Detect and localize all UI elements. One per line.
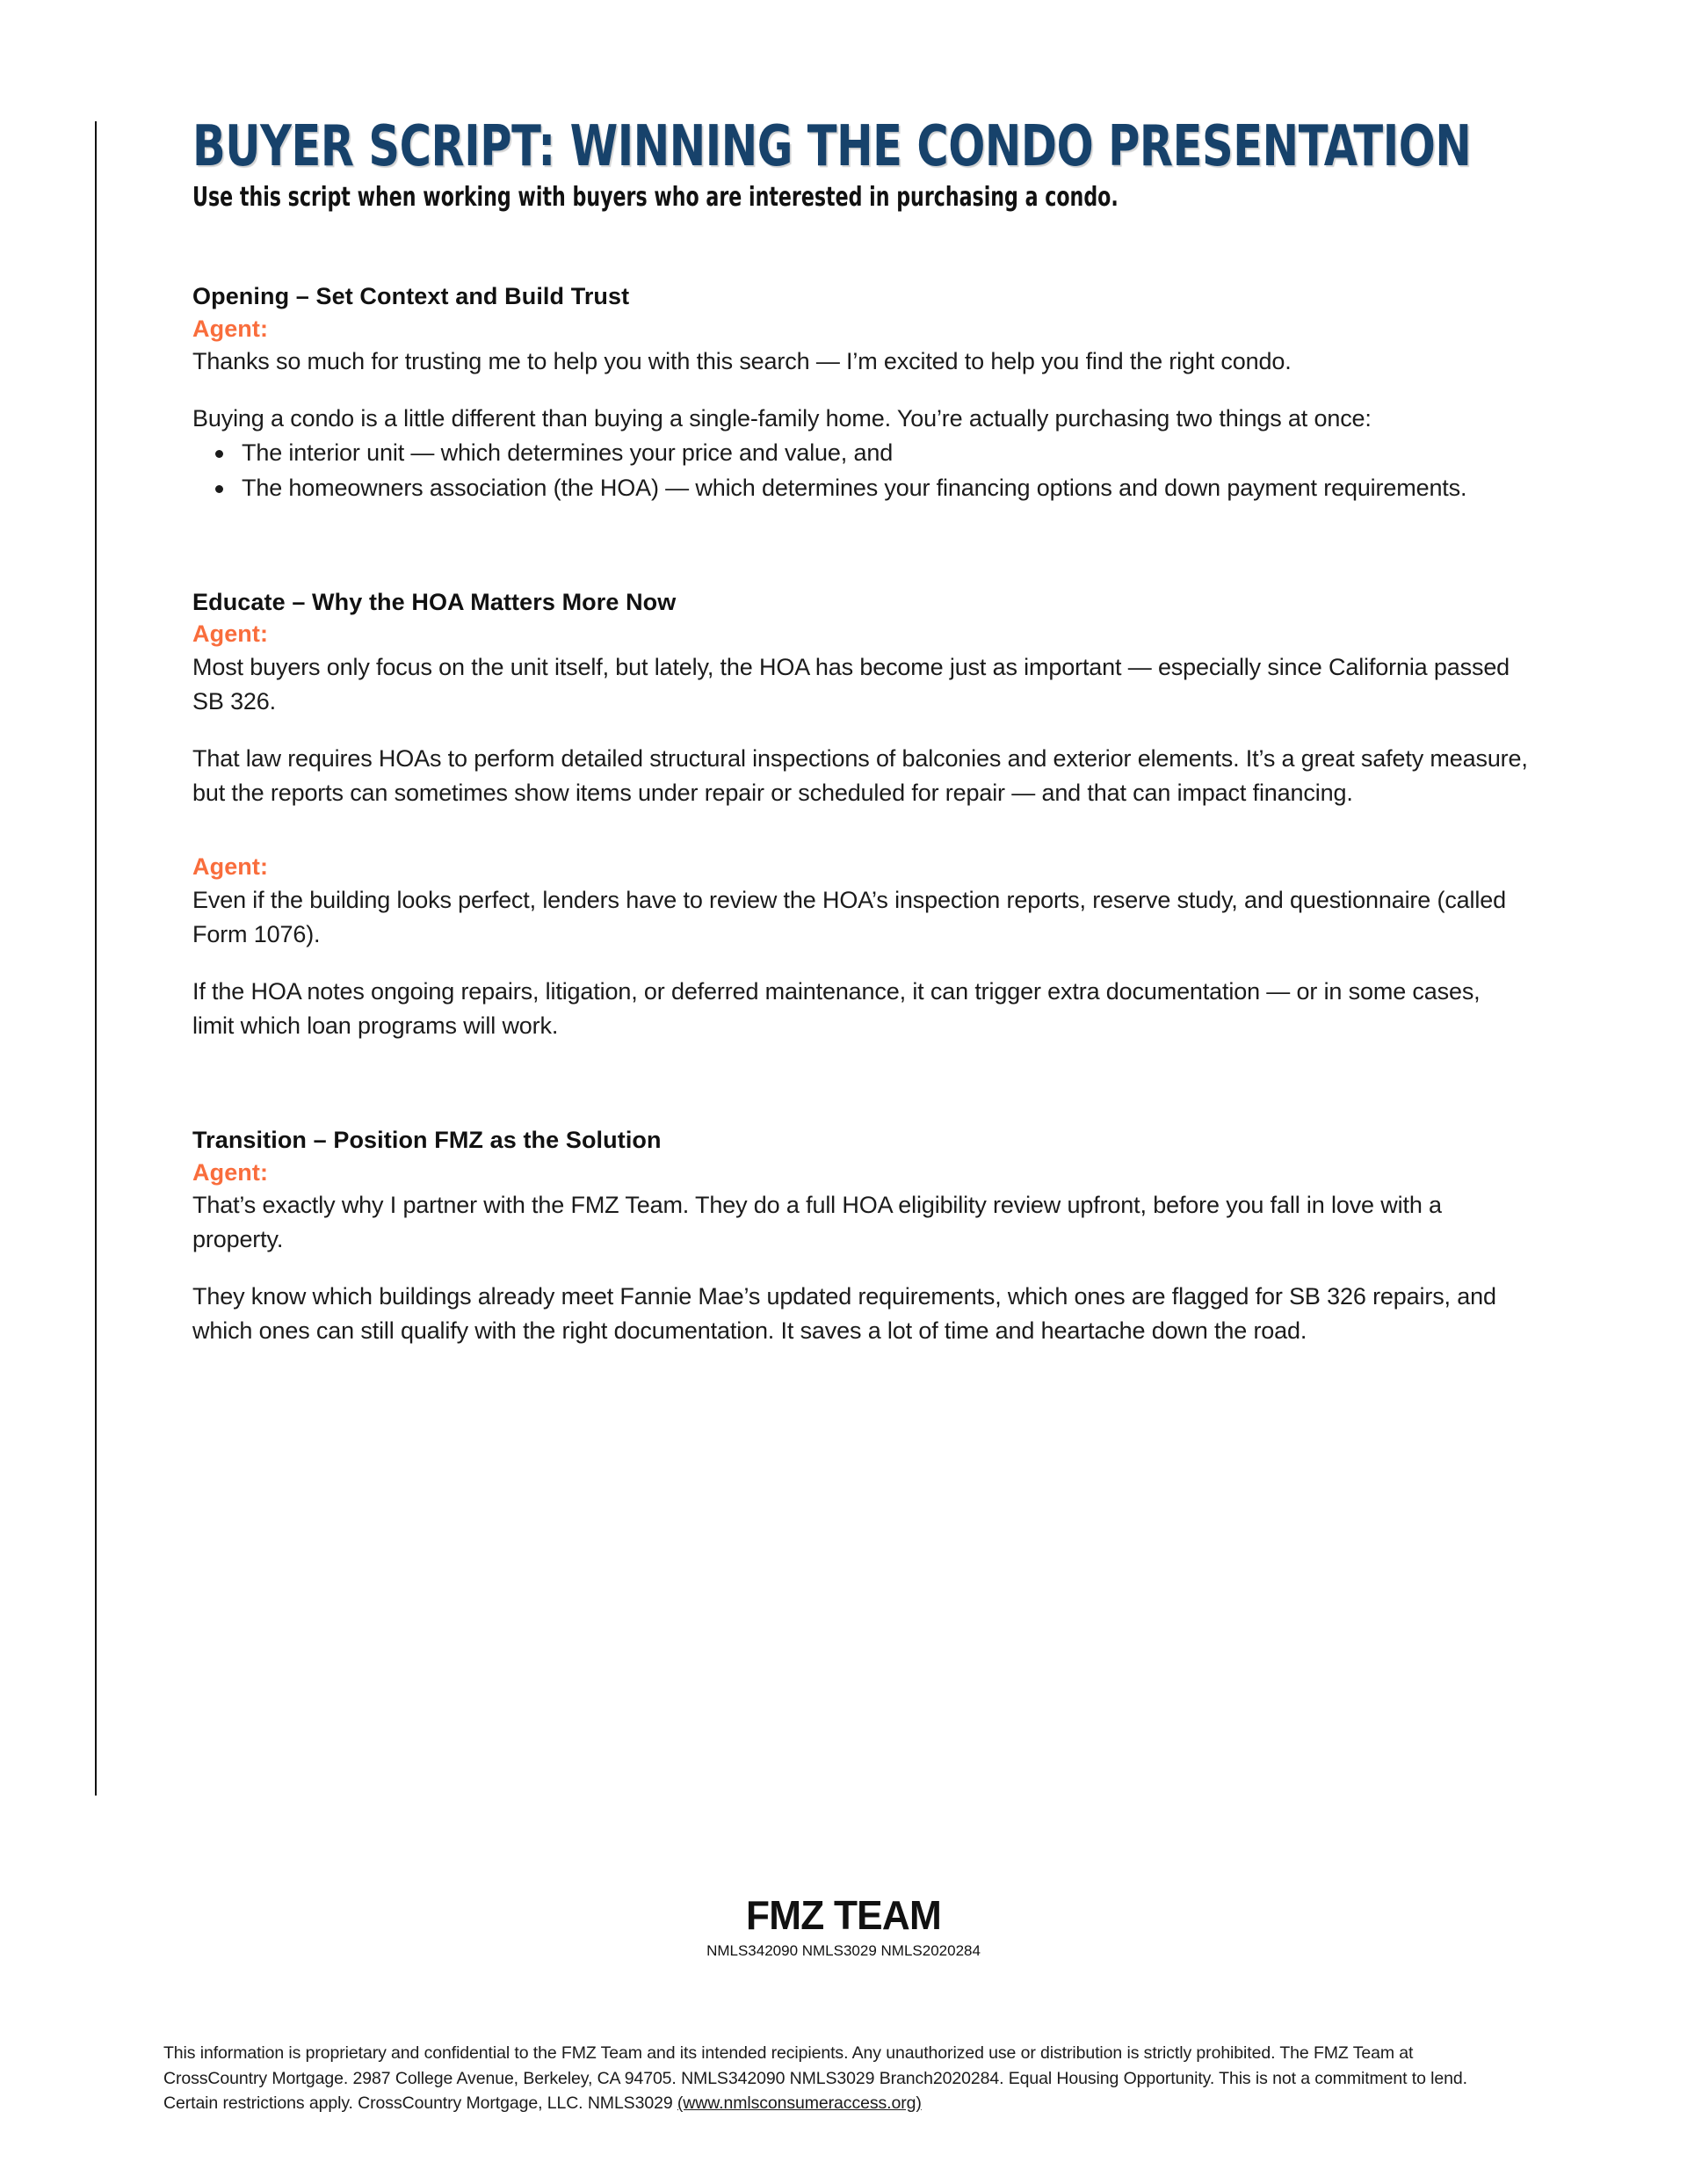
spacer	[192, 719, 1528, 742]
left-margin-rule	[95, 121, 97, 1796]
section-heading-educate: Educate – Why the HOA Matters More Now	[192, 588, 677, 615]
spacer	[192, 810, 1528, 851]
section-heading-opening: Opening – Set Context and Build Trust	[192, 283, 630, 310]
section-heading-transition: Transition – Position FMZ as the Solution	[192, 1127, 662, 1154]
disclaimer-text: This information is proprietary and confidential to the FMZ Team and its intended recipients. Any unauthorized use or distribution is strictly prohibited. The FMZ Team at CrossCountry Mortgage. 2987 College Avenue, Berkeley, CA 94705. NMLS342090 NMLS3029 Branch2020284. Equal Housing Opportunity. This is not a commitment to lend. Certain restrictions apply. CrossCountry Mortgage, LLC. NMLS3029	[163, 2043, 1467, 2114]
opening-bullet-list	[192, 436, 1528, 504]
paragraph-educate-2: That law requires HOAs to perform detailed structural inspections of balconies and exterior elements. It’s a great safety measure, but the reports can sometimes show items under repair or scheduled for repair — and that can impact financing.	[192, 744, 1528, 806]
section-opening	[192, 280, 1528, 504]
speaker-label-agent: Agent:	[192, 853, 269, 881]
section-transition	[192, 1124, 1528, 1348]
page-title: BUYER SCRIPT: WINNING THE CONDO PRESENTATION	[192, 114, 1472, 179]
spacer	[192, 505, 1528, 586]
paragraph-transition-1: That’s exactly why I partner with the FMZ Team. They do a full HOA eligibility review upfront, before you fall in love with a property.	[192, 1192, 1442, 1253]
spacer	[192, 379, 1528, 402]
spacer	[192, 1043, 1528, 1124]
paragraph-educate-3: Even if the building looks perfect, lenders have to review the HOA’s inspection reports, reserve study, and questionnaire (called Form 1076).	[192, 886, 1506, 947]
paragraph-opening-2: Buying a condo is a little different than buying a single-family home. You’re actually purchasing two things at once:	[192, 405, 1372, 432]
section-educate	[192, 586, 1528, 1043]
brand-nmls-line: NMLS342090 NMLS3029 NMLS2020284	[706, 1942, 981, 1960]
paragraph-educate-1: Most buyers only focus on the unit itself, but lately, the HOA has become just as important — especially since California passed SB 326.	[192, 653, 1510, 715]
page-subtitle: Use this script when working with buyers who are interested in purchasing a condo.	[192, 182, 1119, 214]
paragraph-transition-2: They know which buildings already meet Fannie Mae’s updated requirements, which ones are flagged for SB 326 repairs, and which ones can still qualify with the right documentation. It saves a lot of time and heartache down the road.	[192, 1283, 1496, 1345]
document-content	[192, 114, 1528, 1349]
nmls-consumer-access-link[interactable]: (www.nmlsconsumeraccess.org)	[677, 2093, 922, 2114]
speaker-label-agent: Agent:	[192, 620, 269, 648]
paragraph-opening-1: Thanks so much for trusting me to help you with this search — I’m excited to help you find the right condo.	[192, 348, 1292, 375]
legal-disclaimer	[163, 2041, 1517, 2116]
speaker-label-agent: Agent:	[192, 315, 269, 342]
spacer	[192, 1257, 1528, 1280]
speaker-label-agent: Agent:	[192, 1158, 269, 1186]
paragraph-educate-4: If the HOA notes ongoing repairs, litigation, or deferred maintenance, it can trigger extra documentation — or in some cases, limit which loan programs will work.	[192, 977, 1481, 1039]
brand-logo-text: FMZ TEAM	[746, 1892, 941, 1938]
list-item: The homeowners association (the HOA) — which determines your financing options and down payment requirements.	[192, 471, 1528, 505]
spacer	[192, 952, 1528, 975]
spacer	[192, 212, 1528, 280]
list-item: The interior unit — which determines your price and value, and	[192, 436, 1528, 470]
footer	[0, 1894, 1687, 1961]
